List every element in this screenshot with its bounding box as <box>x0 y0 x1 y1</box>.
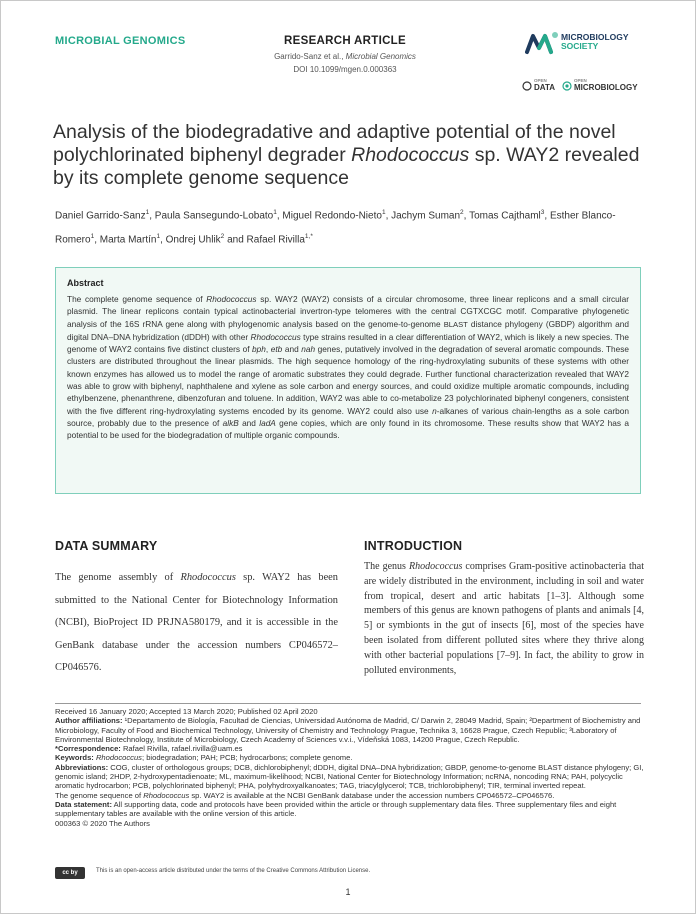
author-affiliation-mark: 3 <box>540 209 545 216</box>
data-statement-label: Data statement: <box>55 799 112 809</box>
author-affiliations <box>55 716 645 744</box>
open-badges <box>522 78 647 94</box>
author-affiliation-mark: 1 <box>156 233 161 241</box>
introduction-segment: comprises Gram-positive actinobacteria that are widely distributed in the environment, including in soil and water from tropical, desert and artic habitats [1–3]. Although some members of this genus are known pathogens of plants and animals [4, 5] or symbionts in the gut of insects [6], most of the species have been isolated from different polluted sites where they thrive along with other bacterial populations [7–9]. In fact, the ability to grow in polluted environments, <box>364 561 644 676</box>
author-name[interactable]: Paula Sansegundo-Lobato <box>154 210 274 222</box>
abbreviations <box>55 763 645 791</box>
data-summary-segment: The genome assembly of <box>55 572 181 583</box>
title-part1: Analysis of the biodegradative and adaptive potential of the novel polychlorinated biphenyl degrader <box>53 121 616 166</box>
abstract-segment: and <box>282 344 302 355</box>
abstract-segment: and <box>238 417 260 428</box>
accession-pre: The genome sequence of <box>55 790 144 800</box>
open-data-open-label: OPEN <box>534 78 547 83</box>
introduction-segment: Rhodococcus <box>409 561 463 572</box>
author-list <box>55 202 650 251</box>
author-separator: and <box>224 234 247 246</box>
abstract-segment: etb <box>270 344 283 355</box>
author-affiliation-mark: 1 <box>381 209 386 216</box>
accession-note <box>55 791 645 800</box>
citation <box>240 52 450 61</box>
abstract-heading: Abstract <box>67 278 104 288</box>
abstract-segment: gene copies, which are only found in its chromosome. These results show that WAY2 has a potential to be used for the biodegradation of multiple organic compounds. <box>67 417 629 441</box>
keywords-label: Keywords: <box>55 753 94 763</box>
author-affiliation-mark: 1 <box>273 209 277 216</box>
data-summary-heading: DATA SUMMARY <box>55 539 158 553</box>
author-separator: , <box>463 210 470 222</box>
author-affiliation-mark: 2 <box>460 209 464 216</box>
abstract-segment: Rhodococcus <box>206 294 257 304</box>
abstract-segment: n <box>432 405 437 416</box>
article-notes <box>55 707 645 828</box>
title-part2: sp. WAY2 revealed by its complete genome sequence <box>53 144 640 189</box>
affiliations-text: ¹Departamento de Biología, Facultad de Ciencias, Universidad Autónoma de Madrid, C/ Darwin 2, 28049 Madrid, Spain; ²Department of Biochemistry and Microbiology, Faculty of Food and Biochemical Technology, University of Chemistry and Technology Prague, Technika 3, 16628 Prague, Czech Republic; ³Laboratory of Environmental Biotechnology, Institute of Microbiology, Czech Academy of Sciences v.v.i., Vídeňská 1083, 14200 Prague, Czech Republic. <box>55 716 641 744</box>
author-separator: , <box>385 210 392 222</box>
author-separator: , <box>276 210 283 222</box>
author-affiliation-mark: 1,* <box>304 233 313 241</box>
open-microbiology-label: MICROBIOLOGY <box>574 83 638 92</box>
abstract-segment: nah <box>301 344 316 355</box>
society-logo-text <box>561 33 629 51</box>
abstract-segment: bph <box>252 344 266 355</box>
abstract-segment: , <box>265 344 271 355</box>
author-separator: , <box>94 234 100 246</box>
abstract-segment: BLAST <box>443 319 468 329</box>
abstract-segment: type strains resulted in a clear differentiation of WAY2, which is likely a new species. The genome of WAY2 contains five distinct clusters of <box>67 331 629 355</box>
society-logo-icon <box>525 30 559 56</box>
abstract-segment: alkB <box>222 417 239 428</box>
open-data-label: DATA <box>534 83 556 92</box>
article-title <box>53 121 653 190</box>
author-affiliation-mark: 1 <box>145 209 150 216</box>
abstract-segment: sp. WAY2 (WAY2) consists of a circular chromosome, three linear replicons and a small circular plasmid. The linear replicons contain typical actinobacterial invertron-type telomeres with the central CGTXCGC motif. Comparative phylogenetic analysis of the 16S rRNA gene along with phylogenomic analysis based on the genome-to-genome <box>67 294 629 329</box>
keywords <box>55 753 645 762</box>
article-type: RESEARCH ARTICLE <box>284 35 406 47</box>
open-microbiology-icon <box>562 80 572 92</box>
abstract-segment: genes, putatively involved in the degradation of several aromatic compounds. These clusters are distributed throughout the linear plasmids. The high sequence homology of the ring-hydroxylating subunits of these systems with other known enzymes has allowed us to model the range of aromatic substrates they could degrade. Further functional characterization revealed that WAY2 was able to grow with biphenyl, naphthalene and xylene as sole carbon and energy sources, and could oxidize multiple aromatic compounds, including ethylbenzene, phenanthrene, dibenzofuran and toluene. In addition, WAY2 was able to co-metabolize 23 polychlorinated biphenyl congeners, consistent with the five different ring-hydroxylating systems encoded by its genome. WAY2 could also use <box>67 344 629 416</box>
doi-link[interactable]: DOI 10.1099/mgen.0.000363 <box>293 65 397 74</box>
license-text: This is an open-access article distributed under the terms of the Creative Commons Attribution License. <box>96 868 371 874</box>
data-statement-text: All supporting data, code and protocols have been provided within the article or through supplementary data files. Three supplementary files and eight supplementary tables are available with the online version of this article. <box>55 799 617 819</box>
author-name[interactable]: Ondrej Uhlik <box>165 234 221 246</box>
cc-by-badge[interactable]: cc by <box>55 867 85 879</box>
author-separator: , <box>544 210 550 222</box>
correspondence-label: *Correspondence: <box>55 744 121 754</box>
abstract-text <box>67 293 629 442</box>
data-summary-segment: sp. WAY2 has been submitted to the National Center for Biotechnology Information (NCBI), BioProject ID PRJNA580179, and it is accessible in the GenBank database under the accession numbers CP046572–CP046576. <box>55 572 338 673</box>
logo-line2: SOCIETY <box>561 41 599 51</box>
abbreviations-text: COG, cluster of orthologous groups; DCB, dichlorobiphenyl; dDDH, digital DNA–DNA hybridization; GBDP, genome-to-genome BLAST distance phylogeny; GI, genomic island; 2HDP, 2-hydroxypentadienoate; ML, maximum-likelihood; NCBI, National Center for Biotechnology Information; ncRNA, noncoding RNA; PAH, polycyclic aromatic hydrocarbon; PCB, polychlorinated biphenyl; PHA, polyhydroxyalkanoates; TAG, triacylglycerol; TCB, trichlorobiphenyl; TIR, terminal inverted repeat. <box>55 762 644 791</box>
author-name[interactable]: Jachym Suman <box>391 210 461 222</box>
abstract-segment: -alkanes of various chain-lengths as a sole carbon source, probably due to the presence of <box>67 405 629 428</box>
citation-journal: Microbial Genomics <box>345 52 416 61</box>
accession-italic: Rhodococcus <box>143 790 190 800</box>
abbreviations-label: Abbreviations: <box>55 762 109 772</box>
author-name[interactable]: Marta Martín <box>99 234 157 246</box>
open-microbiology-open-label: OPEN <box>574 78 587 83</box>
keywords-text: ; biodegradation; PAH; PCB; hydrocarbons; complete genome. <box>141 753 353 763</box>
correspondence-email[interactable]: Rafael Rivilla, rafael.rivilla@uam.es <box>120 744 243 754</box>
title-italic: Rhodococcus <box>351 144 470 166</box>
author-name[interactable]: Rafael Rivilla <box>246 234 305 246</box>
abstract-segment: ladA <box>259 417 276 428</box>
introduction-text <box>364 560 644 678</box>
author-affiliation-mark: 2 <box>220 233 225 241</box>
correspondence <box>55 744 645 753</box>
author-name[interactable]: Tomas Cajthaml <box>469 210 541 222</box>
microbiology-society-logo[interactable] <box>525 30 645 58</box>
data-summary-text <box>55 567 338 680</box>
author-separator: , <box>149 210 155 222</box>
copyright: 000363 © 2020 The Authors <box>55 818 150 828</box>
abstract-box <box>55 267 641 494</box>
introduction-segment: The genus <box>364 561 410 572</box>
accession-post: sp. WAY2 is available at the NCBI GenBank database under the accession numbers CP046572–CP046576. <box>189 790 555 800</box>
abstract-segment: distance phylogeny (GBDP) algorithm and digital DNA–DNA hybridization (dDDH) with other <box>67 318 630 342</box>
journal-name: MICROBIAL GENOMICS <box>55 35 186 47</box>
keywords-italic: Rhodococcus <box>95 753 142 763</box>
affiliations-label: Author affiliations: <box>55 716 123 726</box>
abstract-segment: The complete genome sequence of <box>67 294 207 304</box>
introduction-heading: INTRODUCTION <box>364 539 463 553</box>
logo-line1: MICROBIOLOGY <box>561 32 629 42</box>
author-separator: , <box>160 234 166 246</box>
article-header <box>240 35 450 74</box>
footnote-divider <box>55 703 641 704</box>
author-name[interactable]: Esther Blanco-Romero <box>55 210 616 246</box>
author-name[interactable]: Miguel Redondo-Nieto <box>282 210 382 222</box>
page-number: 1 <box>345 887 351 897</box>
abstract-segment: Rhodococcus <box>250 331 301 342</box>
author-name[interactable]: Daniel Garrido-Sanz <box>55 210 146 222</box>
received-dates: Received 16 January 2020; Accepted 13 March 2020; Published 02 April 2020 <box>55 707 318 716</box>
author-affiliation-mark: 1 <box>90 233 95 241</box>
open-data-icon <box>522 80 532 92</box>
data-statement <box>55 800 645 819</box>
citation-authors: Garrido-Sanz et al., <box>274 52 344 61</box>
data-summary-segment: Rhodococcus <box>180 572 236 583</box>
